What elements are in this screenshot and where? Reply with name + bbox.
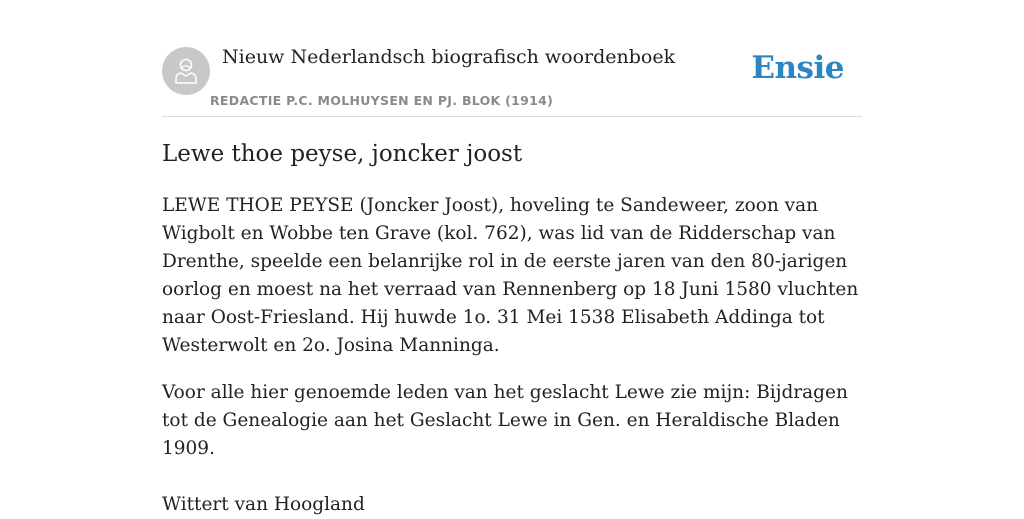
article-title: Lewe thoe peyse, joncker joost bbox=[162, 141, 523, 167]
article-body bbox=[162, 192, 862, 519]
source-header bbox=[162, 46, 862, 117]
book-title-link[interactable]: Nieuw Nederlandsch biografisch woordenboek bbox=[222, 46, 676, 68]
ensie-logo[interactable]: Ensie bbox=[751, 50, 844, 86]
article-paragraph: LEWE THOE PEYSE (Joncker Joost), hoveling te Sandeweer, zoon van Wigbolt en Wobbe ten Grave (kol. 762), was lid van de Ridderschap van Drenthe, speelde een belanrijke rol in de eerste jaren van den 80-jarigen oorlog en moest na het verraad van Rennenberg op 18 Juni 1580 vluchten naar Oost-Friesland. Hij huwde 1o. 31 Mei 1538 Elisabeth Addinga tot Westerwolt en 2o. Josina Manninga. bbox=[162, 195, 859, 356]
editors-line: REDACTIE P.C. MOLHUYSEN EN PJ. BLOK (1914) bbox=[210, 93, 554, 108]
book-avatar[interactable] bbox=[162, 47, 210, 95]
article-paragraph: Voor alle hier genoemde leden van het geslacht Lewe zie mijn: Bijdragen tot de Genealogie aan het Geslacht Lewe in Gen. en Heraldische Bladen 1909. bbox=[162, 382, 848, 459]
article-author: Wittert van Hoogland bbox=[162, 494, 365, 515]
user-icon bbox=[174, 57, 198, 85]
